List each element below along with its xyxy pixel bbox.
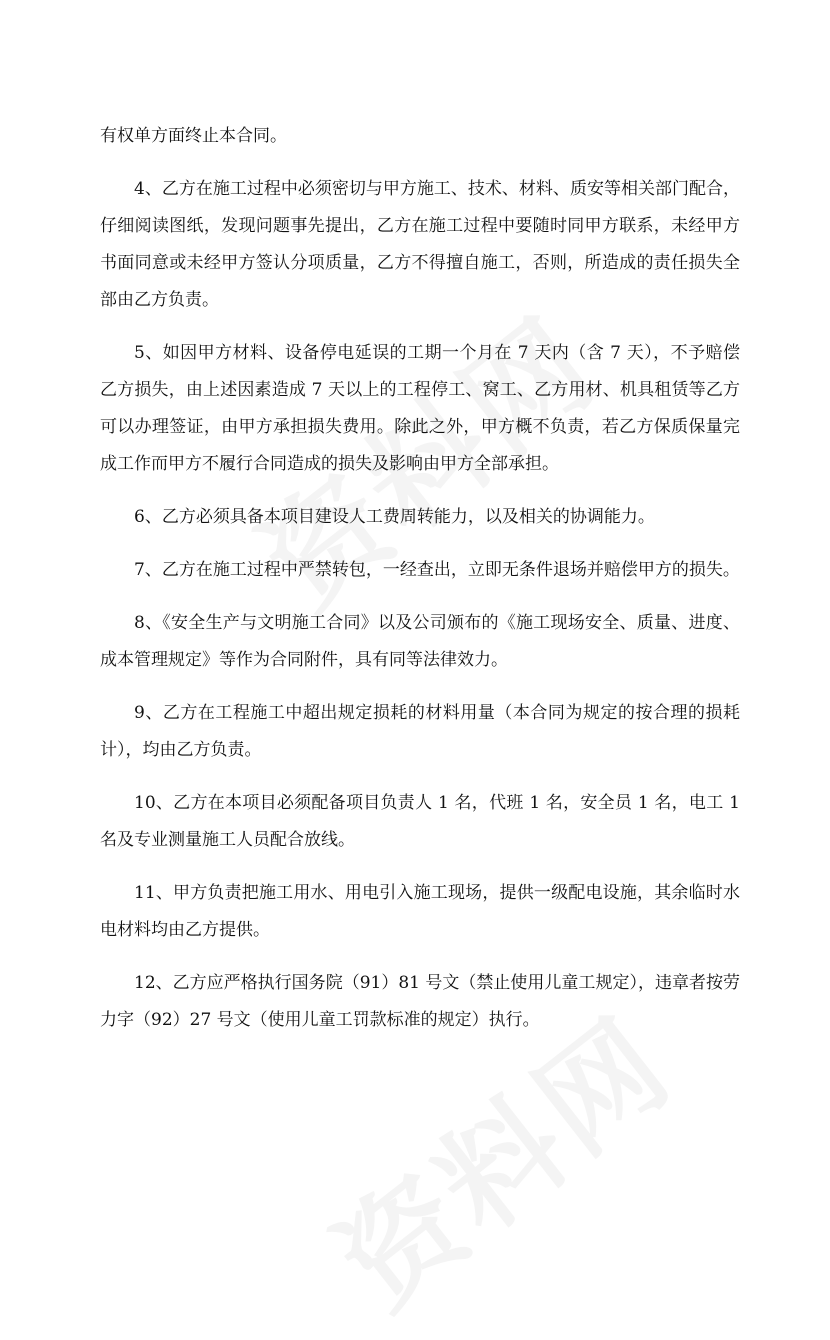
clause-4: 4、乙方在施工过程中必须密切与甲方施工、技术、材料、质安等相关部门配合，仔细阅读图纸，发现问题事先提出，乙方在施工过程中要随时同甲方联系，未经甲方书面同意或未经甲方签认分项质量，乙方不得擅自施工，否则，所造成的责任损失全部由乙方负责。 (100, 179, 740, 310)
clause-7: 7、乙方在施工过程中严禁转包，一经查出，立即无条件退场并赔偿甲方的损失。 (134, 560, 740, 580)
clause-12: 12、乙方应严格执行国务院（91）81 号文（禁止使用儿童工规定），违章者按劳力字（92）27 号文（使用儿童工罚款标准的规定）执行。 (100, 973, 740, 1030)
clause-9: 9、乙方在工程施工中超出规定损耗的材料用量（本合同为规定的按合理的损耗计），均由乙方负责。 (100, 703, 740, 760)
clause-11: 11、甲方负责把施工用水、用电引入施工现场，提供一级配电设施，其余临时水电材料均由乙方提供。 (100, 883, 740, 940)
document-page (100, 118, 740, 1055)
clause-10: 10、乙方在本项目必须配备项目负责人 1 名，代班 1 名，安全员 1 名，电工 1 名及专业测量施工人员配合放线。 (100, 793, 740, 850)
paragraph-continuation: 有权单方面终止本合同。 (100, 126, 287, 146)
clause-6: 6、乙方必须具备本项目建设人工费周转能力，以及相关的协调能力。 (134, 507, 655, 527)
clause-5: 5、如因甲方材料、设备停电延误的工期一个月在 7 天内（含 7 天），不予赔偿乙方损失，由上述因素造成 7 天以上的工程停工、窝工、乙方用材、机具租赁等乙方可以办理签证，由甲方承担损失费用。除此之外，甲方概不负责，若乙方保质保量完成工作而甲方不履行合同造成的损失及影响由甲方全部承担。 (100, 343, 740, 474)
clause-8: 8、《安全生产与文明施工合同》以及公司颁布的《施工现场安全、质量、进度、成本管理规定》等作为合同附件，具有同等法律效力。 (100, 613, 740, 670)
